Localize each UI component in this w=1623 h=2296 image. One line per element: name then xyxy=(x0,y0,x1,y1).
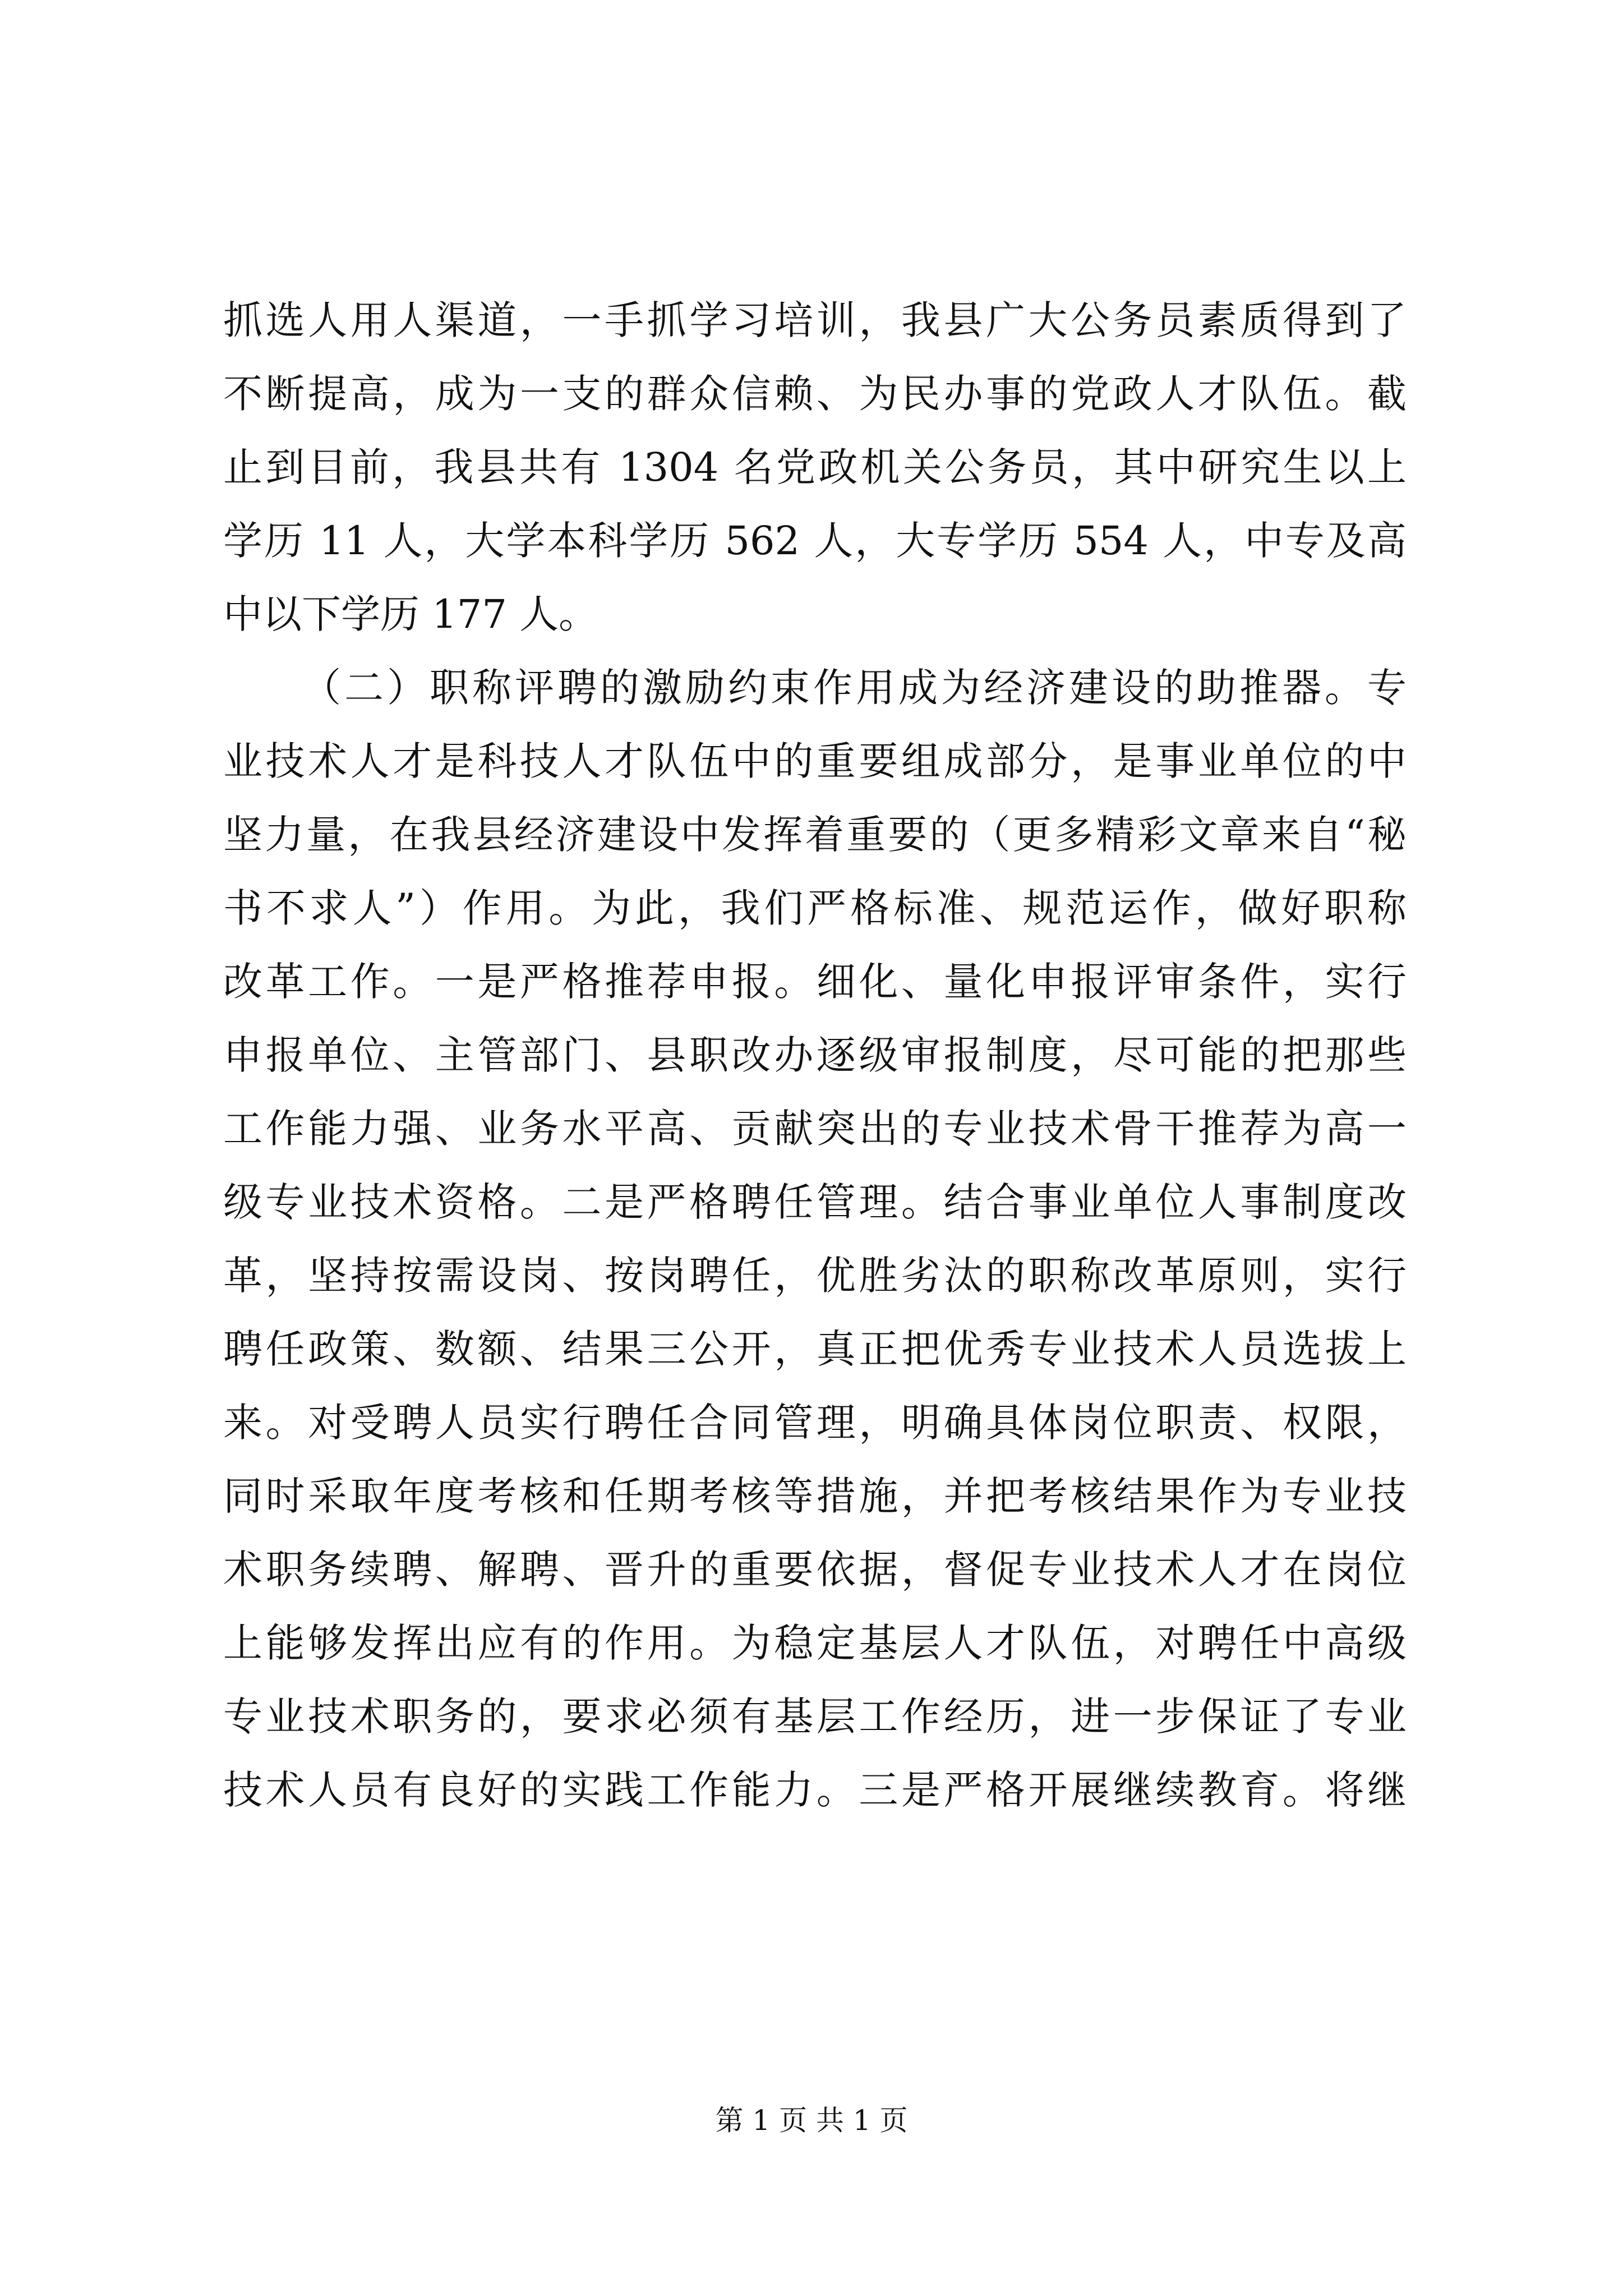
page-footer xyxy=(0,2101,1623,2140)
text-line: 聘任政策、数额、结果三公开，真正把优秀专业技术人员选拔上 xyxy=(223,1326,1407,1372)
text-line: 坚力量，在我县经济建设中发挥着重要的（更多精彩文章来自“秘 xyxy=(223,812,1407,858)
text-line: 术职务续聘、解聘、晋升的重要依据，督促专业技术人才在岗位 xyxy=(223,1547,1407,1593)
text-line: 申报单位、主管部门、县职改办逐级审报制度，尽可能的把那些 xyxy=(223,1032,1407,1078)
text-line: 工作能力强、业务水平高、贡献突出的专业技术骨干推荐为高一 xyxy=(223,1106,1407,1152)
document-body xyxy=(223,284,1407,1827)
text-line: 不断提高，成为一支的群众信赖、为民办事的党政人才队伍。截 xyxy=(223,371,1407,417)
text-line: 同时采取年度考核和任期考核等措施，并把考核结果作为专业技 xyxy=(223,1473,1407,1519)
text-line: 中以下学历 177 人。 xyxy=(223,591,598,637)
text-line: 止到目前，我县共有 1304 名党政机关公务员，其中研究生以上 xyxy=(223,444,1407,490)
page-number-label: 第 1 页 共 1 页 xyxy=(715,2104,908,2137)
text-line: 改革工作。一是严格推荐申报。细化、量化申报评审条件，实行 xyxy=(223,959,1407,1005)
text-line: 抓选人用人渠道，一手抓学习培训，我县广大公务员素质得到了 xyxy=(223,297,1407,343)
text-line-paragraph-start: （二）职称评聘的激励约束作用成为经济建设的助推器。专 xyxy=(302,665,1407,711)
text-line: 来。对受聘人员实行聘任合同管理，明确具体岗位职责、权限， xyxy=(223,1400,1407,1446)
text-line: 业技术人才是科技人才队伍中的重要组成部分，是事业单位的中 xyxy=(223,738,1407,784)
text-line: 学历 11 人，大学本科学历 562 人，大专学历 554 人，中专及高 xyxy=(223,518,1407,564)
text-line: 上能够发挥出应有的作用。为稳定基层人才队伍，对聘任中高级 xyxy=(223,1620,1407,1666)
text-line: 革，坚持按需设岗、按岗聘任，优胜劣汰的职称改革原则，实行 xyxy=(223,1253,1407,1299)
text-line: 级专业技术资格。二是严格聘任管理。结合事业单位人事制度改 xyxy=(223,1179,1407,1225)
text-line: 技术人员有良好的实践工作能力。三是严格开展继续教育。将继 xyxy=(223,1767,1407,1813)
text-line: 书不求人”）作用。为此，我们严格标准、规范运作，做好职称 xyxy=(223,885,1407,931)
text-line: 专业技术职务的，要求必须有基层工作经历，进一步保证了专业 xyxy=(223,1694,1407,1740)
